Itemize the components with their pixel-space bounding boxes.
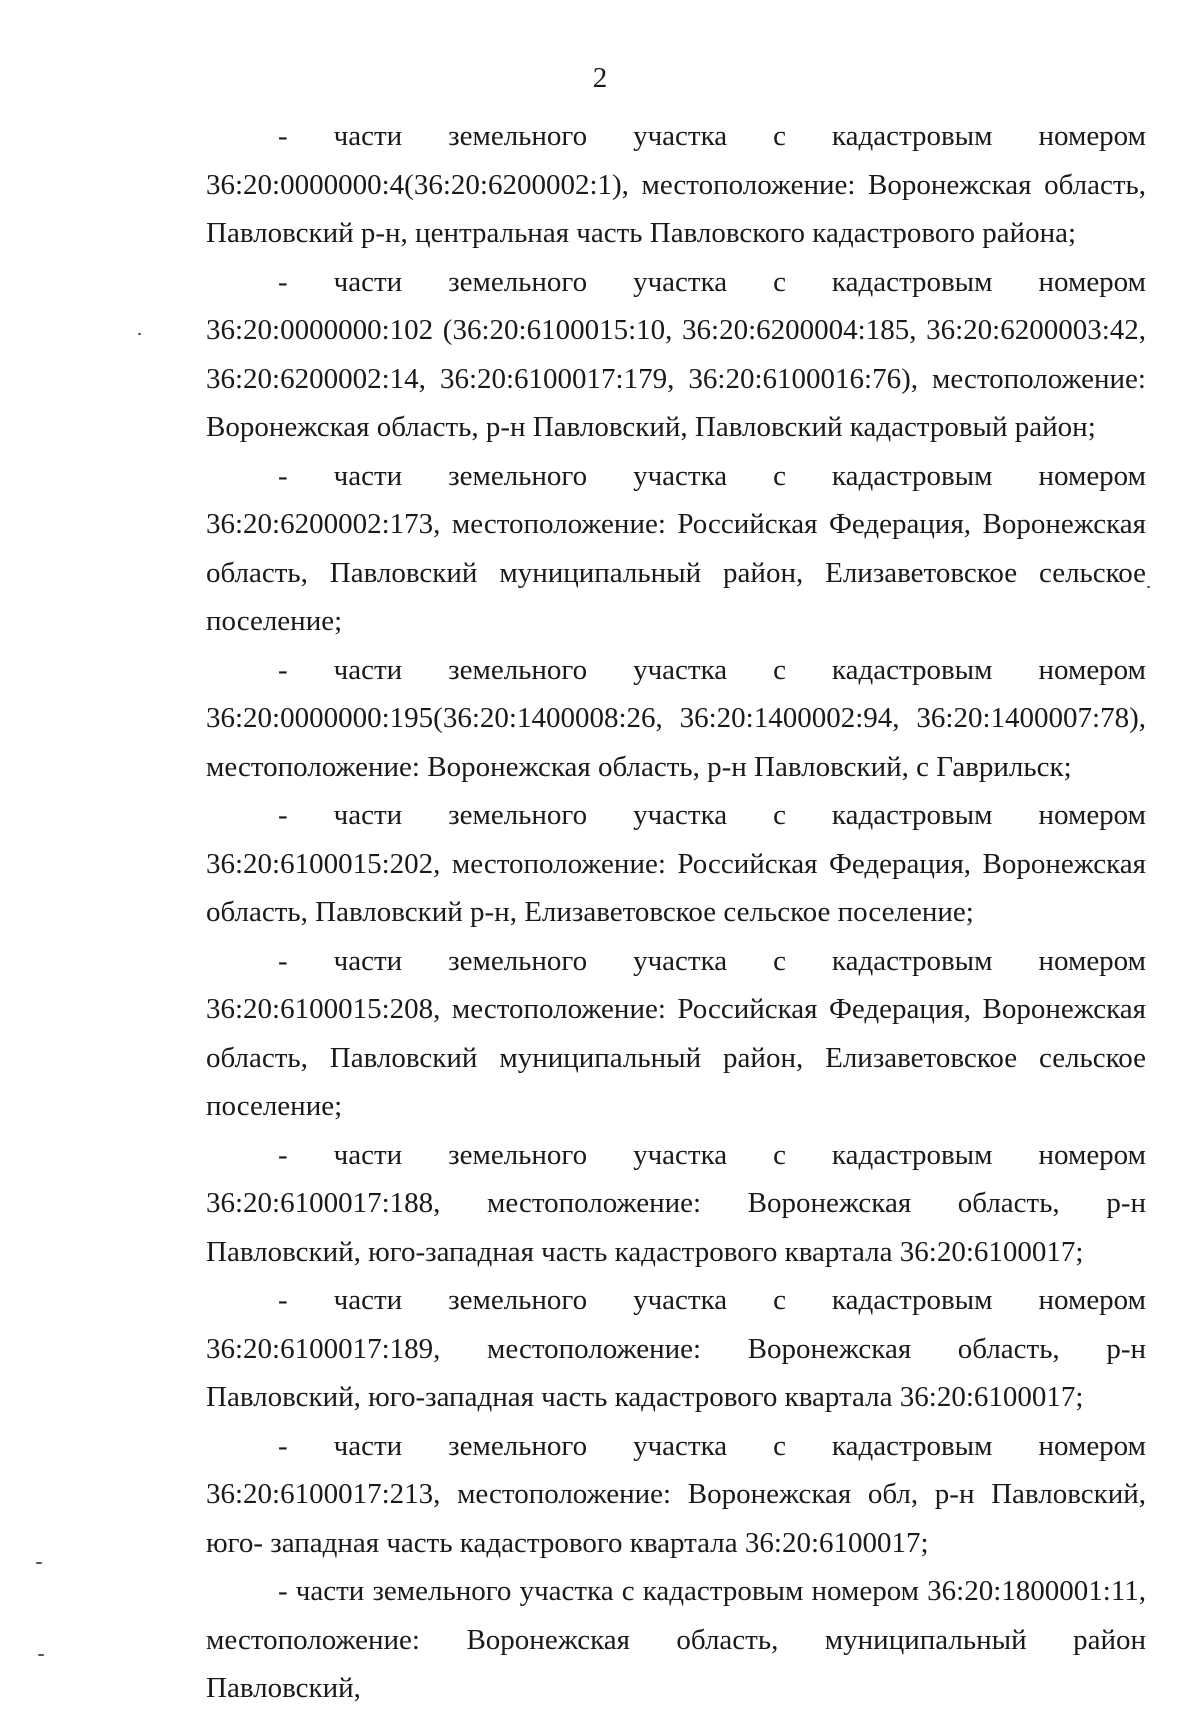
list-item: - части земельного участка с кадастровым номером 36:20:6100017:188, местоположение: Воронежская область, р-н Павловский, юго-западная часть кадастрового квартала 36:20:6100017;: [206, 1138, 1146, 1268]
list-item: - части земельного участка с кадастровым номером 36:20:1800001:11, местоположение: Воронежская область, муниципальный район Павловский,: [206, 1575, 1146, 1704]
document-body: [206, 112, 1146, 1713]
scan-speck: [36, 1562, 42, 1564]
list-item: - части земельного участка с кадастровым номером 36:20:6100017:189, местоположение: Воронежская область, р-н Павловский, юго-западная часть кадастрового квартала 36:20:6100017;: [206, 1284, 1146, 1413]
list-item: - части земельного участка с кадастровым номером 36:20:0000000:102 (36:20:6100015:10, 36:20:6200004:185, 36:20:6200003:42, 36:20:6200002:14, 36:20:6100017:179, 36:20:6100016:76), местоположение: Воронежская область, р-н Павловский, Павловский кадастровый район;: [206, 265, 1146, 443]
list-item: - части земельного участка с кадастровым номером 36:20:6100015:202, местоположение: Российская Федерация, Воронежская область, Павловский р-н, Елизаветовское сельское поселение;: [206, 799, 1146, 928]
list-item: - части земельного участка с кадастровым номером 36:20:0000000:195(36:20:1400008:26, 36:20:1400002:94, 36:20:1400007:78), местоположение: Воронежская область, р-н Павловский, с Гаврильск;: [206, 653, 1146, 783]
page-number: 2: [592, 62, 608, 94]
scan-speck: [38, 1654, 44, 1656]
scan-speck: [138, 333, 141, 335]
list-item: - части земельного участка с кадастровым номером 36:20:0000000:4(36:20:6200002:1), местоположение: Воронежская область, Павловский р-н, центральная часть Павловского кадастрового района;: [206, 120, 1146, 249]
list-item: - части земельного участка с кадастровым номером 36:20:6100017:213, местоположение: Воронежская обл, р-н Павловский, юго- западная часть кадастрового квартала 36:20:6100017;: [206, 1429, 1146, 1559]
list-item: - части земельного участка с кадастровым номером 36:20:6100015:208, местоположение: Российская Федерация, Воронежская область, Павловский муниципальный район, Елизаветовское сельское поселение;: [206, 944, 1146, 1122]
list-item: - части земельного участка с кадастровым номером 36:20:6200002:173, местоположение: Российская Федерация, Воронежская область, Павловский муниципальный район, Елизаветовское сельское поселение;: [206, 459, 1146, 637]
scan-speck: [1147, 586, 1150, 588]
